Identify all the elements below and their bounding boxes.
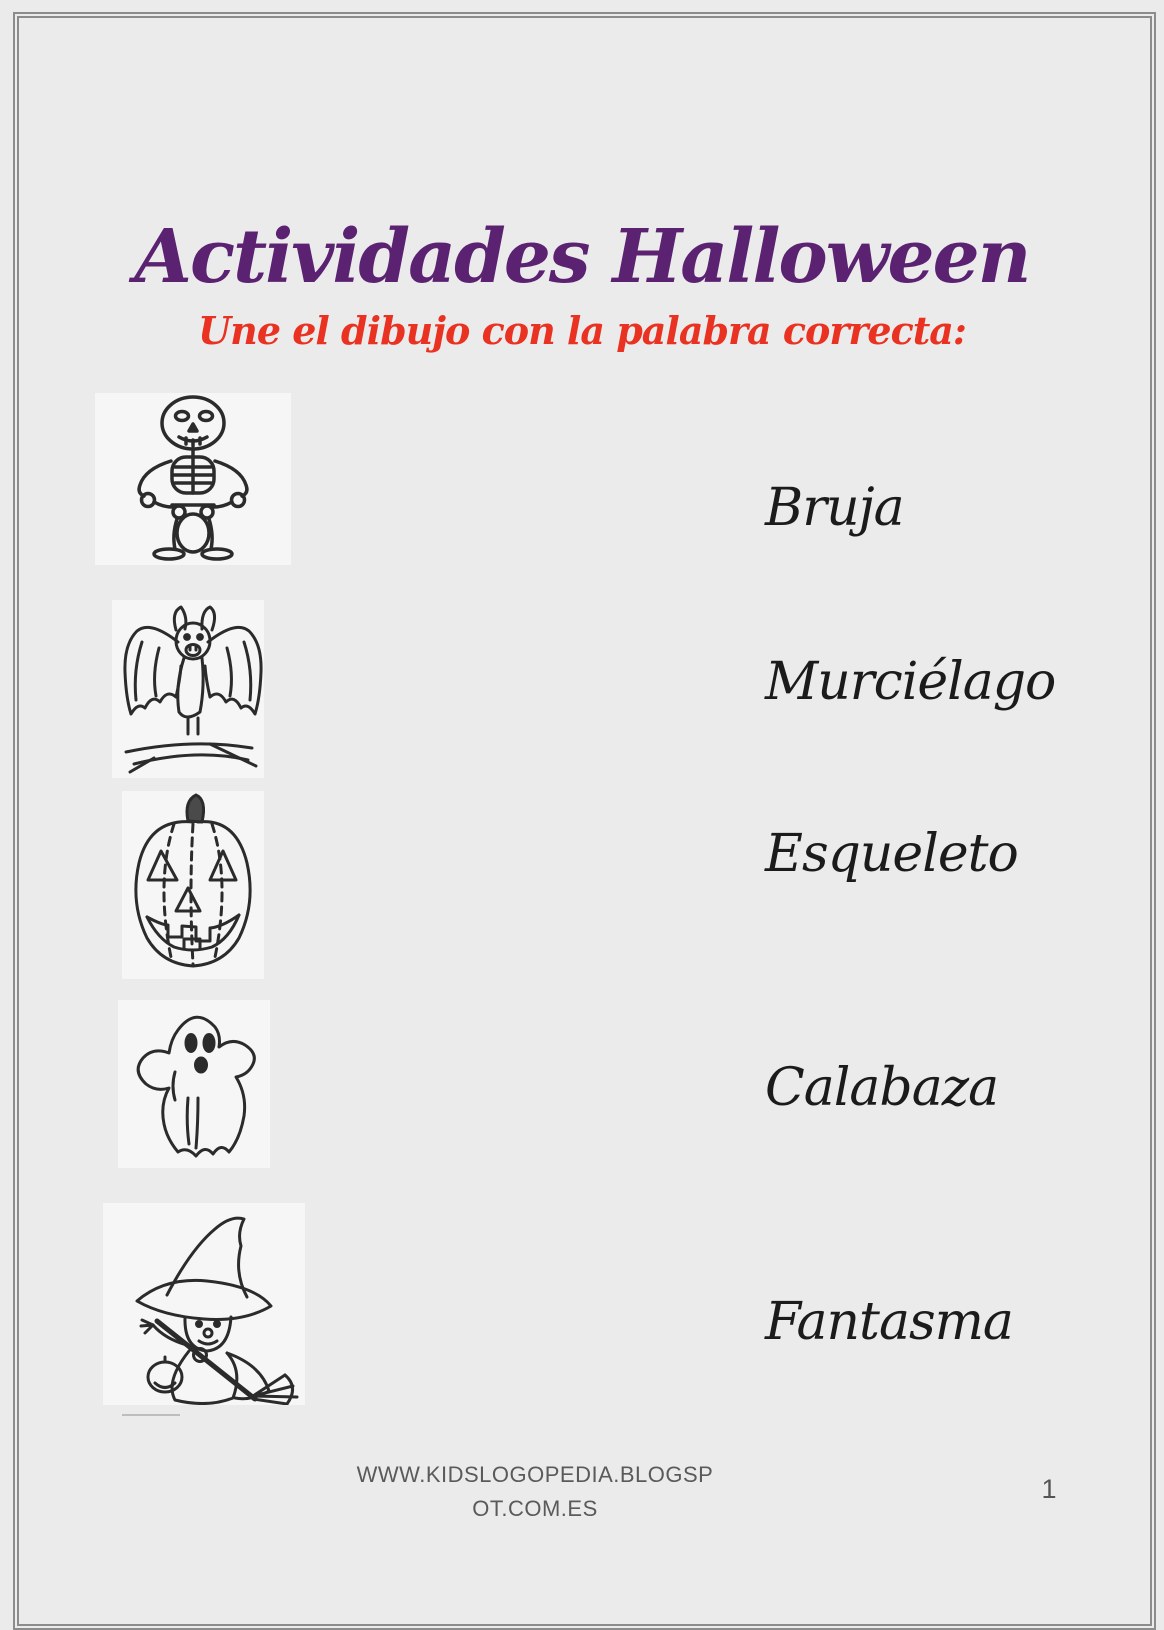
fine-print-line [122,1414,180,1416]
word-calabaza: Calabaza [765,1058,999,1118]
word-esqueleto: Esqueleto [765,824,1018,884]
ghost-drawing-icon [118,1000,270,1168]
pumpkin-drawing-icon [122,791,264,979]
page-title: Actividades Halloween [134,214,1030,300]
witch-drawing-icon [103,1203,305,1405]
page-subtitle: Une el dibujo con la palabra correcta: [198,308,966,353]
footer-url-line2: OT.COM.ES [472,1496,598,1521]
bat-drawing-icon [112,600,264,778]
footer-url-line1: WWW.KIDSLOGOPEDIA.BLOGSP [356,1462,714,1487]
skeleton-figure [95,393,291,565]
word-fantasma: Fantasma [765,1292,1013,1352]
skeleton-drawing-icon [95,393,291,565]
word-bruja: Bruja [765,478,904,538]
page-number: 1 [1041,1474,1057,1504]
ghost-figure [118,1000,270,1168]
footer-url [350,1458,720,1526]
word-murcielago: Murciélago [765,652,1056,712]
bat-figure [112,600,264,778]
pumpkin-figure [122,791,264,979]
witch-figure [103,1203,305,1405]
